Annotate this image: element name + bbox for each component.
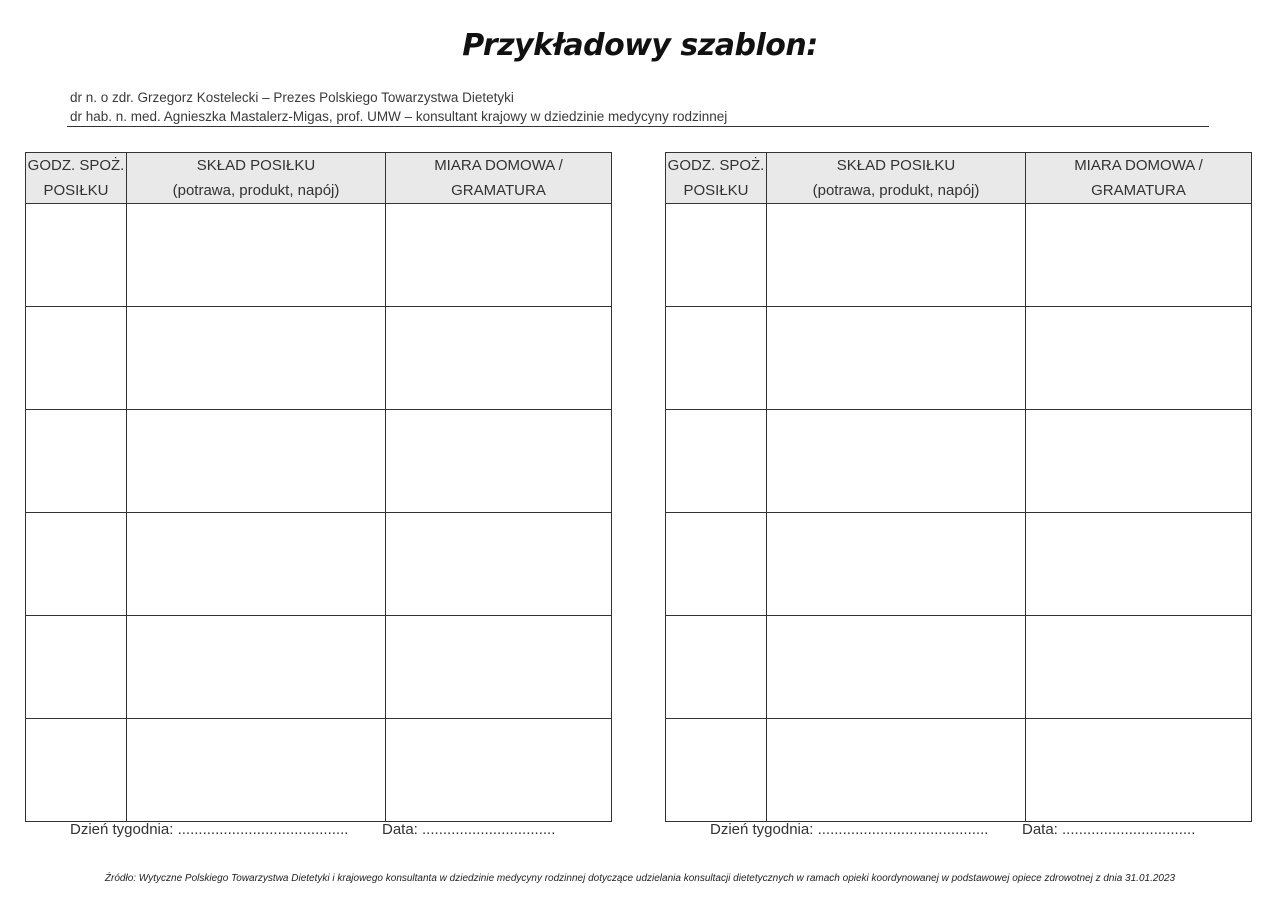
cell-time[interactable] (666, 307, 767, 410)
cell-composition[interactable] (127, 204, 386, 307)
cell-time[interactable] (26, 719, 127, 822)
cell-portion[interactable] (386, 719, 612, 822)
date-field-right[interactable]: Data: ................................ (1022, 821, 1196, 838)
header-meal-composition: SKŁAD POSIŁKU (potrawa, produkt, napój) (127, 153, 386, 204)
cell-portion[interactable] (386, 513, 612, 616)
authors-block (70, 88, 727, 126)
cell-time[interactable] (666, 204, 767, 307)
author-line: dr n. o zdr. Grzegorz Kostelecki – Prezes Polskiego Towarzystwa Dietetyki (70, 90, 514, 105)
date-field-left[interactable]: Data: ................................ (382, 821, 556, 838)
cell-time[interactable] (26, 616, 127, 719)
cell-portion[interactable] (386, 307, 612, 410)
header-portion-size: MIARA DOMOWA / GRAMATURA (386, 153, 612, 204)
cell-composition[interactable] (767, 513, 1026, 616)
table-row (666, 410, 1252, 513)
cell-portion[interactable] (1026, 513, 1252, 616)
day-of-week-field-right[interactable]: Dzień tygodnia: ......................................... (710, 821, 989, 838)
cell-time[interactable] (26, 307, 127, 410)
cell-portion[interactable] (1026, 719, 1252, 822)
table-row (666, 616, 1252, 719)
cell-time[interactable] (666, 616, 767, 719)
cell-composition[interactable] (127, 307, 386, 410)
cell-composition[interactable] (767, 410, 1026, 513)
cell-portion[interactable] (1026, 307, 1252, 410)
table-header-row (666, 153, 1252, 204)
table-row (26, 616, 612, 719)
meal-table-left (25, 152, 612, 822)
table-row (26, 307, 612, 410)
table-row (26, 513, 612, 616)
cell-time[interactable] (26, 410, 127, 513)
table-row (26, 719, 612, 822)
header-portion-size: MIARA DOMOWA / GRAMATURA (1026, 153, 1252, 204)
cell-time[interactable] (666, 513, 767, 616)
header-meal-composition: SKŁAD POSIŁKU (potrawa, produkt, napój) (767, 153, 1026, 204)
cell-time[interactable] (666, 719, 767, 822)
cell-composition[interactable] (127, 410, 386, 513)
table-row (666, 307, 1252, 410)
cell-portion[interactable] (1026, 410, 1252, 513)
cell-portion[interactable] (386, 410, 612, 513)
cell-portion[interactable] (386, 204, 612, 307)
header-divider (67, 126, 1209, 127)
cell-composition[interactable] (127, 719, 386, 822)
header-meal-time: GODZ. SPOŻ. POSIŁKU (26, 153, 127, 204)
cell-portion[interactable] (386, 616, 612, 719)
cell-portion[interactable] (1026, 204, 1252, 307)
page-title: Przykładowy szablon: (462, 28, 818, 63)
cell-portion[interactable] (1026, 616, 1252, 719)
table-row (666, 513, 1252, 616)
meal-table-right (665, 152, 1252, 822)
table-row (26, 204, 612, 307)
cell-time[interactable] (26, 204, 127, 307)
table-header-row (26, 153, 612, 204)
cell-composition[interactable] (127, 513, 386, 616)
cell-composition[interactable] (767, 616, 1026, 719)
author-line: dr hab. n. med. Agnieszka Mastalerz-Migas, prof. UMW – konsultant krajowy w dziedzinie medycyny rodzinnej (70, 109, 728, 124)
cell-composition[interactable] (767, 307, 1026, 410)
cell-composition[interactable] (767, 719, 1026, 822)
table-row (666, 719, 1252, 822)
source-note: Źródło: Wytyczne Polskiego Towarzystwa Dietetyki i krajowego konsultanta w dziedzinie medycyny rodzinnej dotyczące udzielania konsultacji dietetycznych w ramach opieki koordynowanej w podstawowej opiece zdrowotnej z dnia 31.01.2023 (104, 873, 1176, 884)
cell-time[interactable] (666, 410, 767, 513)
table-row (26, 410, 612, 513)
day-of-week-field-left[interactable]: Dzień tygodnia: ......................................... (70, 821, 349, 838)
header-meal-time: GODZ. SPOŻ. POSIŁKU (666, 153, 767, 204)
cell-composition[interactable] (127, 616, 386, 719)
cell-composition[interactable] (767, 204, 1026, 307)
cell-time[interactable] (26, 513, 127, 616)
table-row (666, 204, 1252, 307)
